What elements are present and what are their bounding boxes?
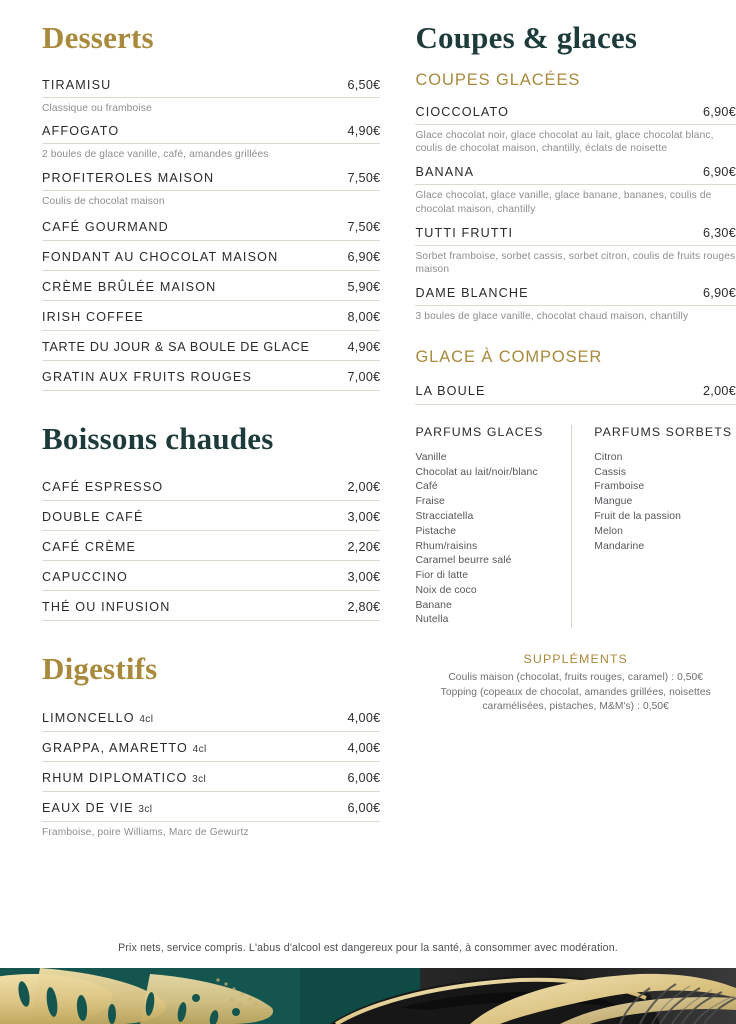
section-title-desserts: Desserts xyxy=(42,20,154,55)
supplements-block xyxy=(415,652,736,714)
menu-item xyxy=(415,158,736,219)
menu-item-price: 3,00€ xyxy=(347,510,381,525)
menu-item-row xyxy=(42,471,380,501)
menu-item-name: AFFOGATO xyxy=(42,124,120,139)
menu-item-price: 7,00€ xyxy=(347,369,381,384)
supplements-line-3: caramélisées, pistaches, M&M's) : 0,50€ xyxy=(482,701,669,713)
right-column xyxy=(415,0,736,842)
menu-item-price: 2,00€ xyxy=(347,480,381,495)
menu-item xyxy=(42,702,380,732)
menu-item-name xyxy=(42,741,207,755)
menu-item xyxy=(415,279,736,326)
menu-item-row xyxy=(42,762,380,792)
menu-item-description: Framboise, poire Williams, Marc de Gewurtz xyxy=(42,826,249,838)
supplements-line-2: Topping (copeaux de chocolat, amandes grillées, noisettes xyxy=(440,686,711,698)
menu-item xyxy=(42,501,380,531)
menu-item xyxy=(42,792,380,842)
menu-item-name xyxy=(42,771,206,785)
menu-item-name: PROFITEROLES MAISON xyxy=(42,171,215,186)
menu-item xyxy=(42,117,380,164)
menu-item xyxy=(42,471,380,501)
list-item: Fraise xyxy=(415,496,445,508)
menu-item-price: 7,50€ xyxy=(347,219,381,234)
menu-item-price: 6,90€ xyxy=(347,249,381,264)
menu-item xyxy=(415,219,736,280)
menu-item xyxy=(42,732,380,762)
spacer xyxy=(42,391,380,423)
section-title-digestifs: Digestifs xyxy=(42,651,158,687)
list-item: Caramel beurre salé xyxy=(415,555,512,567)
menu-item-row xyxy=(415,219,736,246)
menu-item-price: 2,20€ xyxy=(347,540,381,555)
menu-item-row xyxy=(42,591,380,621)
menu-item xyxy=(42,331,380,361)
list-item: Banane xyxy=(415,599,452,611)
decorative-tropical-leaves-banner xyxy=(0,968,736,1024)
menu-item-price: 4,90€ xyxy=(347,124,381,139)
menu-item-description: Glace chocolat, glace vanille, glace banane, bananes, coulis de chocolat maison, chantilly xyxy=(415,190,712,215)
menu-item-quantity: 4cl xyxy=(192,743,207,755)
menu-item-name: CAFÉ ESPRESSO xyxy=(42,480,164,495)
menu-item-name: CRÈME BRÛLÉE MAISON xyxy=(42,279,217,294)
menu-item-row xyxy=(415,279,736,306)
parfums-glaces-list xyxy=(415,451,557,628)
menu-item-quantity: 4cl xyxy=(139,713,154,725)
list-item: Cassis xyxy=(594,466,627,478)
menu-item-name xyxy=(42,801,152,815)
menu-item-row xyxy=(42,702,380,732)
menu-item-row xyxy=(415,98,736,125)
menu-item-price: 2,80€ xyxy=(347,600,381,615)
menu-item xyxy=(42,561,380,591)
menu-item-price: 4,00€ xyxy=(347,710,381,725)
section-title-boissons-chaudes: Boissons chaudes xyxy=(42,420,274,456)
menu-item xyxy=(42,241,380,271)
menu-item-description: Classique ou framboise xyxy=(42,102,152,114)
parfums-sorbets-header: PARFUMS SORBETS xyxy=(594,424,733,439)
section-title-coupes-glaces: Coupes & glaces xyxy=(415,20,638,55)
parfums-glaces-header: PARFUMS GLACES xyxy=(415,424,544,439)
menu-item xyxy=(42,211,380,241)
menu-item xyxy=(42,301,380,331)
menu-item-name: CIOCCOLATO xyxy=(415,104,510,119)
tropical-leaves-icon xyxy=(0,968,736,1024)
menu-item-name: FONDANT AU CHOCOLAT MAISON xyxy=(42,249,279,264)
menu-item-label: EAUX DE VIE xyxy=(42,800,134,815)
menu-item-name: LA BOULE xyxy=(415,383,486,398)
menu-item-description: 3 boules de glace vanille, chocolat chaud maison, chantilly xyxy=(415,311,689,323)
list-item: Pistache xyxy=(415,525,457,537)
desserts-item-list xyxy=(42,71,380,391)
menu-item-description: Glace chocolat noir, glace chocolat au lait, glace chocolat blanc, coulis de chocolat maison, chantilly, éclats de noisette xyxy=(415,129,714,155)
menu-item-row xyxy=(42,301,380,331)
menu-item-row xyxy=(42,501,380,531)
subsection-title-coupes-glacees: COUPES GLACÉES xyxy=(415,70,581,89)
menu-item-name: TARTE DU JOUR & SA BOULE DE GLACE xyxy=(42,339,310,354)
list-item: Citron xyxy=(594,451,623,463)
menu-item xyxy=(42,271,380,301)
menu-item xyxy=(42,71,380,118)
parfums-sorbets-list xyxy=(594,451,736,554)
menu-item xyxy=(42,531,380,561)
list-item: Vanille xyxy=(415,451,447,463)
menu-item xyxy=(415,98,736,159)
list-item: Melon xyxy=(594,525,624,537)
menu-item-name: DAME BLANCHE xyxy=(415,286,529,301)
list-item: Chocolat au lait/noir/blanc xyxy=(415,466,538,478)
menu-item-quantity: 3cl xyxy=(138,803,153,815)
parfums-glaces-column xyxy=(415,425,571,628)
menu-item-row xyxy=(42,117,380,144)
parfums-sorbets-column xyxy=(571,425,736,628)
footer-legal-note: Prix nets, service compris. L'abus d'alcool est dangereux pour la santé, à consommer avec modération. xyxy=(118,942,618,954)
spacer xyxy=(42,621,380,653)
list-item: Mangue xyxy=(594,496,633,508)
boissons-chaudes-item-list xyxy=(42,471,380,621)
menu-item-price: 5,90€ xyxy=(347,279,381,294)
menu-item-row xyxy=(42,271,380,301)
menu-item-row xyxy=(415,158,736,185)
menu-item-price: 6,90€ xyxy=(702,104,736,119)
supplements-line-1: Coulis maison (chocolat, fruits rouges, caramel) : 0,50€ xyxy=(448,672,704,684)
list-item: Stracciatella xyxy=(415,510,474,522)
left-column xyxy=(42,0,380,842)
menu-item-label: GRAPPA, AMARETTO xyxy=(42,740,188,755)
menu-item-price: 8,00€ xyxy=(347,309,381,324)
menu-item-row xyxy=(42,792,380,822)
menu-item-name: DOUBLE CAFÉ xyxy=(42,510,144,525)
menu-item-row xyxy=(42,164,380,191)
menu-item-name: IRISH COFFEE xyxy=(42,309,144,324)
list-item: Rhum/raisins xyxy=(415,540,478,552)
menu-item-price: 6,90€ xyxy=(702,165,736,180)
digestifs-item-list xyxy=(42,702,380,842)
menu-item-name: THÉ OU INFUSION xyxy=(42,600,171,615)
menu-item-row xyxy=(42,561,380,591)
list-item: Fior di latte xyxy=(415,570,469,582)
menu-item-name: CAFÉ CRÈME xyxy=(42,540,137,555)
menu-item-name: CAFÉ GOURMAND xyxy=(42,219,169,234)
menu-item-price: 6,30€ xyxy=(702,225,736,240)
menu-item-row xyxy=(42,732,380,762)
spacer xyxy=(415,326,736,348)
menu-item-description: Sorbet framboise, sorbet cassis, sorbet citron, coulis de fruits rouges maison xyxy=(415,250,736,276)
menu-item-name: TUTTI FRUTTI xyxy=(415,225,514,240)
menu-item-description: 2 boules de glace vanille, café, amandes grillées xyxy=(42,149,269,161)
menu-item-price: 3,00€ xyxy=(347,570,381,585)
menu-item-row xyxy=(415,375,736,405)
supplements-title: SUPPLÉMENTS xyxy=(523,652,628,667)
parfums-columns xyxy=(415,425,736,628)
menu-item-row xyxy=(42,211,380,241)
coupes-glacees-item-list xyxy=(415,98,736,326)
menu-item xyxy=(42,361,380,391)
menu-item-price: 2,00€ xyxy=(702,383,736,398)
menu-item-quantity: 3cl xyxy=(192,773,207,785)
menu-item xyxy=(42,164,380,211)
subsection-title-glace-a-composer: GLACE À COMPOSER xyxy=(415,347,603,366)
menu-item xyxy=(415,375,736,405)
menu-item-label: LIMONCELLO xyxy=(42,710,135,725)
menu-item-price: 6,90€ xyxy=(702,286,736,301)
menu-item-row xyxy=(42,71,380,98)
menu-item-price: 6,50€ xyxy=(347,77,381,92)
list-item: Café xyxy=(415,481,438,493)
menu-item xyxy=(42,591,380,621)
menu-item-name: CAPUCCINO xyxy=(42,570,128,585)
list-item: Framboise xyxy=(594,481,645,493)
menu-item-name: GRATIN AUX FRUITS ROUGES xyxy=(42,369,252,384)
menu-item-row xyxy=(42,531,380,561)
list-item: Mandarine xyxy=(594,540,645,552)
menu-item-label: RHUM DIPLOMATICO xyxy=(42,770,188,785)
menu-item-price: 6,00€ xyxy=(347,800,381,815)
menu-item-description: Coulis de chocolat maison xyxy=(42,196,165,208)
menu-item xyxy=(42,762,380,792)
menu-item-price: 4,90€ xyxy=(347,339,381,354)
menu-item-name: TIRAMISU xyxy=(42,77,112,92)
menu-item-row xyxy=(42,361,380,391)
list-item: Nutella xyxy=(415,614,449,626)
menu-item-price: 7,50€ xyxy=(347,171,381,186)
menu-item-name: BANANA xyxy=(415,165,475,180)
list-item: Fruit de la passion xyxy=(594,510,682,522)
menu-item-price: 6,00€ xyxy=(347,770,381,785)
menu-item-price: 4,00€ xyxy=(347,740,381,755)
menu-item-row xyxy=(42,331,380,361)
list-item: Noix de coco xyxy=(415,584,477,596)
menu-item-row xyxy=(42,241,380,271)
menu-item-name xyxy=(42,711,153,725)
